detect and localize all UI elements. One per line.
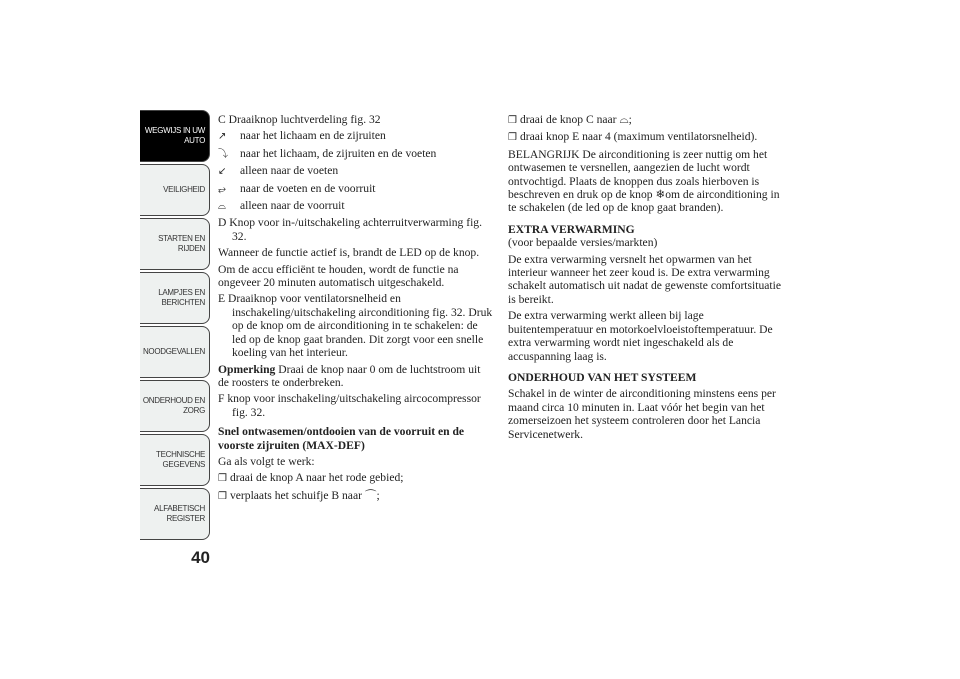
belangrijk: BELANGRIJK De airconditioning is zeer nuttig om het ontwasemen te versnellen, aangezien de lucht wordt ontvochtigd. Plaats de knoppen dus zoals hierboven is beschreven en druk op de knop ❄om de airconditioning in te schakelen (de led op de knop gaat branden). (508, 147, 780, 215)
checkbox-bullet-icon: ❒ (218, 473, 227, 485)
c-title: C Draaiknop luchtverdeling fig. 32 (218, 113, 381, 126)
extra-sub: (voor bepaalde versies/markten) (508, 236, 658, 250)
checkbox-bullet-icon: ❒ (508, 115, 517, 126)
mode-item: ⥂ naar de voeten en de voorruit (218, 181, 376, 195)
step: ❒ draai de knop A naar het rode gebied; (218, 471, 404, 485)
tab-starten[interactable]: STARTEN EN RIJDEN (140, 218, 210, 270)
mode-item: ⌓ alleen naar de voorruit (218, 199, 345, 213)
steps-intro: Ga als volgt te werk: (218, 454, 315, 468)
paragraph: De extra verwarming werkt alleen bij lage buitentemperatuur en motorkoelvloeistoftemperatuur. De extra verwarming wordt niet ingeschakeld als de accuspanning laag is. (508, 309, 773, 363)
paragraph: Om de accu efficiënt te houden, wordt de functie na ongeveer 20 minuten automatisch uitgeschakeld. (218, 262, 459, 290)
note: Opmerking Draai de knop naar 0 om de luchtstroom uit de roosters te onderbreken. (218, 362, 481, 389)
tab-wegwijs[interactable]: WEGWIJS IN UW AUTO (140, 110, 210, 162)
airflow-feet-windscreen-icon: ⥂ (218, 183, 226, 195)
tab-veiligheid[interactable]: VEILIGHEID (140, 164, 210, 216)
left-column (218, 113, 493, 506)
checkbox-bullet-icon: ❒ (508, 132, 517, 144)
tab-onderhoud[interactable]: ONDERHOUD EN ZORG (140, 380, 210, 432)
airflow-feet-icon: ↙ (218, 166, 227, 178)
paragraph: Schakel in de winter de airconditioning minstens eens per maand circa 10 minuten in. Laat vóór het begin van het zomerseizoen het systeem controleren door het Lancia Servicenetwerk. (508, 387, 776, 441)
d-item: D Knop voor in-/uitschakeling achterruitverwarming fig. 32. (218, 216, 483, 243)
tab-noodgevallen[interactable]: NOODGEVALLEN (140, 326, 210, 378)
airflow-body-icon: ↗ (218, 131, 227, 143)
airflow-windscreen-icon: ⌒ (364, 488, 377, 502)
step: ❒ verplaats het schuifje B naar ⌒; (218, 488, 380, 502)
tab-register[interactable]: ALFABETISCH REGISTER (140, 488, 210, 540)
step: ❒ draai knop E naar 4 (maximum ventilatorsnelheid). (508, 130, 758, 144)
tab-lampjes[interactable]: LAMPJES EN BERICHTEN (140, 272, 210, 324)
paragraph: Wanneer de functie actief is, brandt de LED op de knop. (218, 246, 480, 260)
extra-heading: EXTRA VERWARMING (508, 222, 635, 236)
maxdef-heading: Snel ontwasemen/ontdooien van de voorruit en de voorste zijruiten (MAX-DEF) (218, 425, 465, 452)
paragraph: De extra verwarming versnelt het opwarmen van het interieur wanneer het zeer koud is. De extra verwarming schakelt automatisch uit nadat de gewenste comfortsituatie is bereikt. (508, 252, 782, 306)
right-column (508, 113, 783, 444)
mode-item: ↙ alleen naar de voeten (218, 164, 339, 178)
chapter-tabs (140, 110, 210, 542)
airflow-body-feet-icon: ⤵ (218, 148, 228, 160)
defrost-windscreen-icon: ⌓ (218, 201, 226, 213)
defrost-windscreen-icon: ⌓ (619, 113, 629, 126)
f-item: F knop voor inschakeling/uitschakeling aircocompressor fig. 32. (218, 392, 481, 419)
mode-item: ↗ naar het lichaam en de zijruiten (218, 129, 386, 143)
snowflake-icon: ❄ (655, 188, 666, 202)
tab-technische[interactable]: TECHNISCHE GEGEVENS (140, 434, 210, 486)
step: ❒ draai de knop C naar ⌓; (508, 113, 632, 126)
mode-item: ⤵ naar het lichaam, de zijruiten en de voeten (218, 146, 437, 160)
checkbox-bullet-icon: ❒ (218, 490, 227, 502)
e-item: E Draaiknop voor ventilatorsnelheid en inschakeling/uitschakeling airconditioning fig. 32. Druk op de knop om de airconditioning in te schakelen: de led op de knop gaat branden. Dit zorgt voor een snelle koeling van het interieur. (218, 292, 493, 360)
page-number: 40 (191, 548, 210, 567)
onderhoud-heading: ONDERHOUD VAN HET SYSTEEM (508, 370, 697, 384)
